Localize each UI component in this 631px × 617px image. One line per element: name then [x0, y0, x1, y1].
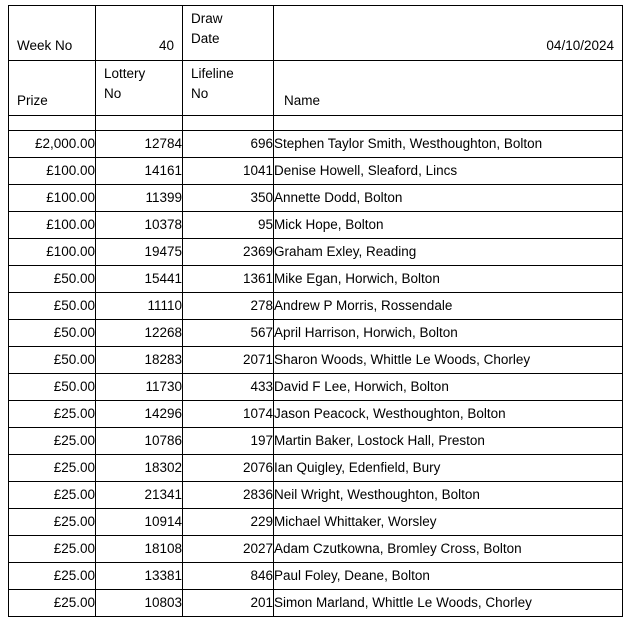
lottery-results-sheet — [8, 5, 622, 617]
cell-prize: £50.00 — [9, 320, 96, 347]
cell-lifeline-no: 2369 — [183, 239, 274, 266]
cell-prize: £25.00 — [9, 509, 96, 536]
cell-prize: £25.00 — [9, 401, 96, 428]
column-header-lifeline-no-cell — [183, 61, 274, 116]
table-row — [9, 239, 623, 266]
table-row — [9, 320, 623, 347]
cell-name: Graham Exley, Reading — [274, 239, 623, 266]
cell-lottery-no: 18108 — [96, 536, 183, 563]
cell-name: Stephen Taylor Smith, Westhoughton, Bolton — [274, 131, 623, 158]
table-row — [9, 536, 623, 563]
draw-date-label-line2: Date — [191, 30, 220, 46]
week-no-label: Week No — [17, 38, 73, 54]
column-header-lifeline-no-line1: Lifeline — [191, 66, 234, 81]
cell-prize: £100.00 — [9, 185, 96, 212]
spacer-cell-prize — [9, 116, 96, 131]
table-row — [9, 401, 623, 428]
cell-lottery-no: 11110 — [96, 293, 183, 320]
cell-prize: £25.00 — [9, 482, 96, 509]
draw-date-label-cell — [183, 6, 274, 61]
cell-lottery-no: 18283 — [96, 347, 183, 374]
cell-lifeline-no: 2836 — [183, 482, 274, 509]
cell-prize: £50.00 — [9, 266, 96, 293]
week-no-label-cell — [9, 6, 96, 61]
spacer-cell-name — [274, 116, 623, 131]
cell-name: Denise Howell, Sleaford, Lincs — [274, 158, 623, 185]
cell-prize: £25.00 — [9, 563, 96, 590]
cell-lottery-no: 11730 — [96, 374, 183, 401]
column-header-prize: Prize — [17, 93, 48, 109]
cell-lottery-no: 13381 — [96, 563, 183, 590]
cell-name: David F Lee, Horwich, Bolton — [274, 374, 623, 401]
table-row — [9, 158, 623, 185]
table-row — [9, 131, 623, 158]
column-header-lifeline-no — [183, 61, 273, 115]
cell-lottery-no: 15441 — [96, 266, 183, 293]
column-header-name: Name — [284, 93, 321, 109]
cell-lottery-no: 10914 — [96, 509, 183, 536]
cell-lifeline-no: 567 — [183, 320, 274, 347]
cell-prize: £100.00 — [9, 239, 96, 266]
cell-name: Simon Marland, Whittle Le Woods, Chorley — [274, 590, 623, 617]
cell-lifeline-no: 1361 — [183, 266, 274, 293]
cell-lifeline-no: 2027 — [183, 536, 274, 563]
cell-prize: £50.00 — [9, 374, 96, 401]
cell-lifeline-no: 696 — [183, 131, 274, 158]
table-row — [9, 590, 623, 617]
cell-name: Sharon Woods, Whittle Le Woods, Chorley — [274, 347, 623, 374]
table-row — [9, 374, 623, 401]
table-row — [9, 185, 623, 212]
spacer-cell-lottery — [96, 116, 183, 131]
cell-lottery-no: 10378 — [96, 212, 183, 239]
cell-prize: £25.00 — [9, 455, 96, 482]
cell-prize: £100.00 — [9, 212, 96, 239]
table-body — [9, 6, 623, 617]
cell-lottery-no: 18302 — [96, 455, 183, 482]
draw-date-label-line1: Draw — [191, 11, 223, 26]
cell-name: Ian Quigley, Edenfield, Bury — [274, 455, 623, 482]
cell-lottery-no: 14296 — [96, 401, 183, 428]
cell-lottery-no: 12784 — [96, 131, 183, 158]
cell-name: Paul Foley, Deane, Bolton — [274, 563, 623, 590]
cell-lottery-no: 11399 — [96, 185, 183, 212]
table-row — [9, 509, 623, 536]
table-row — [9, 482, 623, 509]
cell-lottery-no: 14161 — [96, 158, 183, 185]
column-header-row — [9, 61, 623, 116]
cell-prize: £25.00 — [9, 590, 96, 617]
cell-lifeline-no: 278 — [183, 293, 274, 320]
column-header-lottery-no — [96, 61, 182, 115]
spacer-cell-lifeline — [183, 116, 274, 131]
table-row — [9, 455, 623, 482]
cell-lifeline-no: 433 — [183, 374, 274, 401]
cell-name: Martin Baker, Lostock Hall, Preston — [274, 428, 623, 455]
cell-lifeline-no: 2076 — [183, 455, 274, 482]
week-no-value-cell — [96, 6, 183, 61]
cell-name: Neil Wright, Westhoughton, Bolton — [274, 482, 623, 509]
column-header-prize-cell — [9, 61, 96, 116]
cell-name: Michael Whittaker, Worsley — [274, 509, 623, 536]
column-header-lifeline-no-line2: No — [191, 85, 209, 101]
lottery-results-table — [8, 5, 623, 617]
draw-date-label — [183, 6, 273, 60]
table-row — [9, 293, 623, 320]
cell-prize: £25.00 — [9, 536, 96, 563]
cell-lottery-no: 12268 — [96, 320, 183, 347]
column-header-name-cell — [274, 61, 623, 116]
table-row — [9, 347, 623, 374]
cell-lifeline-no: 197 — [183, 428, 274, 455]
cell-lifeline-no: 95 — [183, 212, 274, 239]
table-row — [9, 563, 623, 590]
cell-name: Mike Egan, Horwich, Bolton — [274, 266, 623, 293]
cell-lifeline-no: 2071 — [183, 347, 274, 374]
cell-lifeline-no: 229 — [183, 509, 274, 536]
cell-prize: £50.00 — [9, 347, 96, 374]
cell-lottery-no: 10786 — [96, 428, 183, 455]
table-row — [9, 266, 623, 293]
column-header-lottery-no-line2: No — [104, 85, 122, 101]
spacer-row — [9, 116, 623, 131]
cell-name: April Harrison, Horwich, Bolton — [274, 320, 623, 347]
table-row — [9, 212, 623, 239]
cell-lottery-no: 19475 — [96, 239, 183, 266]
cell-prize: £50.00 — [9, 293, 96, 320]
cell-lifeline-no: 350 — [183, 185, 274, 212]
cell-name: Mick Hope, Bolton — [274, 212, 623, 239]
cell-lifeline-no: 1041 — [183, 158, 274, 185]
draw-date-value-cell — [274, 6, 623, 61]
draw-date-value: 04/10/2024 — [546, 38, 614, 54]
cell-prize: £2,000.00 — [9, 131, 96, 158]
draw-info-row — [9, 6, 623, 61]
cell-lottery-no: 21341 — [96, 482, 183, 509]
cell-prize: £25.00 — [9, 428, 96, 455]
cell-lottery-no: 10803 — [96, 590, 183, 617]
cell-name: Adam Czutkowna, Bromley Cross, Bolton — [274, 536, 623, 563]
cell-prize: £100.00 — [9, 158, 96, 185]
cell-name: Annette Dodd, Bolton — [274, 185, 623, 212]
cell-name: Jason Peacock, Westhoughton, Bolton — [274, 401, 623, 428]
cell-lifeline-no: 201 — [183, 590, 274, 617]
column-header-lottery-no-cell — [96, 61, 183, 116]
column-header-lottery-no-line1: Lottery — [104, 66, 146, 81]
cell-lifeline-no: 846 — [183, 563, 274, 590]
cell-name: Andrew P Morris, Rossendale — [274, 293, 623, 320]
table-row — [9, 428, 623, 455]
week-no-value: 40 — [158, 38, 174, 54]
cell-lifeline-no: 1074 — [183, 401, 274, 428]
